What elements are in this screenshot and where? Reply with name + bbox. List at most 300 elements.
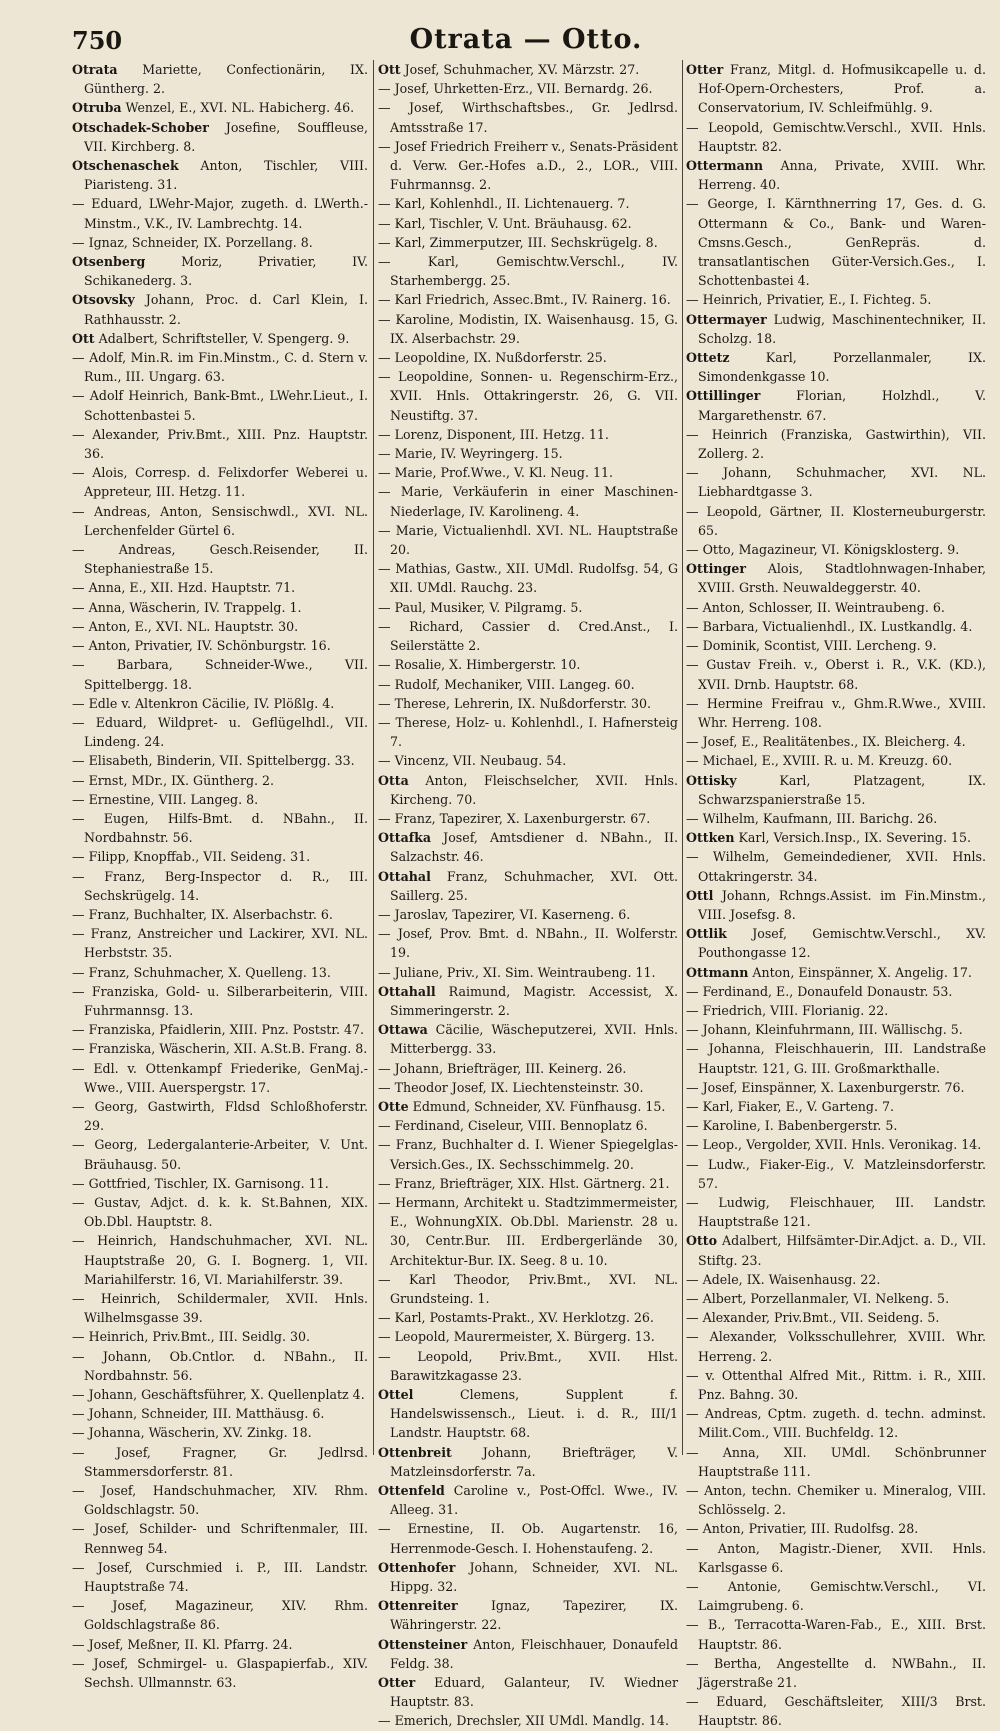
entry-columns <box>72 60 987 1729</box>
entry-surname: Ottermann <box>686 158 764 174</box>
entry-text: — Franz, Berg-Inspector d. R., III. Sechskrügelg. 14. <box>72 868 368 903</box>
directory-entry <box>686 1577 986 1615</box>
entry-text: Adalbert, Hilfsämter-Dir.Adjct. a. D., VII. Stiftg. 23. <box>698 1233 986 1268</box>
entry-text: — Ludw., Fiaker-Eig., V. Matzleinsdorferstr. 57. <box>686 1156 986 1191</box>
entry-text: — B., Terracotta-Waren-Fab., E., XIII. Brst. Hauptstr. 86. <box>686 1617 986 1652</box>
entry-text: Johann, Proc. d. Carl Klein, I. Rathhausstr. 2. <box>84 292 368 327</box>
entry-text: — Karl, Tischler, V. Unt. Bräuhausg. 62. <box>378 215 632 231</box>
entry-text: Clemens, Supplent f. Handelswissensch., Lieut. i. d. R., III/1 Landstr. Hauptstr. 68. <box>390 1387 678 1441</box>
entry-text: — Anton, Schlosser, II. Weintraubeng. 6. <box>686 599 945 615</box>
directory-entry <box>686 1116 986 1135</box>
entry-text: — George, I. Kärnthnerring 17, Ges. d. G. Ottermann & Co., Bank- und Waren-Cmsns.Gesch., GenRepräs. d. transatlantischen Güter-Versich.Ges., I. Schottenbastei 4. <box>686 196 986 289</box>
directory-entry <box>72 98 368 117</box>
directory-entry <box>72 1558 368 1596</box>
entry-text: — Anton, Privatier, IV. Schönburgstr. 16. <box>72 638 331 654</box>
entry-text: — Albert, Porzellanmaler, VI. Nelkeng. 5. <box>686 1291 950 1306</box>
directory-entry <box>686 463 986 501</box>
entry-surname: Otsenberg <box>72 254 146 270</box>
directory-entry <box>378 1059 678 1078</box>
directory-entry <box>72 1059 368 1097</box>
entry-text: Josefine, Souffleuse, VII. Kirchberg. 8. <box>84 119 368 154</box>
entry-text: — Karl Friedrich, Assec.Bmt., IV. Rainerg. 16. <box>378 292 671 308</box>
running-title: Otrata — Otto. <box>409 24 643 55</box>
directory-entry <box>72 425 368 463</box>
directory-entry <box>378 60 678 79</box>
entry-text: — Ferdinand, E., Donaufeld Donaustr. 53. <box>686 983 953 999</box>
directory-entry <box>686 1270 986 1289</box>
directory-entry <box>686 809 986 828</box>
entry-surname: Ott <box>378 62 401 77</box>
entry-text: — Leop., Vergolder, XVII. Hnls. Veronikag. 14. <box>686 1137 982 1153</box>
entry-text: — Josef, Uhrketten-Erz., VII. Bernardg. 26. <box>378 81 653 97</box>
directory-entry <box>72 1481 368 1519</box>
directory-entry <box>686 425 986 463</box>
directory-entry <box>686 847 986 885</box>
entry-text: — Franz, Schuhmacher, X. Quelleng. 13. <box>72 964 331 980</box>
directory-entry <box>686 559 986 597</box>
entry-text: — Alexander, Priv.Bmt., VII. Seideng. 5. <box>686 1310 940 1326</box>
directory-entry <box>72 790 368 809</box>
entry-text: Johann, Briefträger, V. Matzleinsdorferstr. 7a. <box>390 1444 678 1479</box>
entry-text: — Josef, Curschmied i. P., III. Landstr. Hauptstraße 74. <box>72 1559 368 1595</box>
directory-entry <box>72 1635 368 1654</box>
directory-entry <box>72 751 368 770</box>
directory-entry <box>686 1039 986 1077</box>
entry-text: — Johann, Briefträger, III. Keinerg. 26. <box>378 1060 627 1076</box>
entry-text: Alois, Stadtlohnwagen-Inhaber, XVIII. Grsth. Neuwaldeggerstr. 40. <box>698 561 986 596</box>
entry-text: — Johann, Kleinfuhrmann, III. Wällischg. 5. <box>686 1022 963 1038</box>
entry-text: Caroline v., Post-Offcl. Wwe., IV. Alleeg. 31. <box>390 1483 678 1518</box>
entry-text: — Franziska, Pfaidlerin, XIII. Pnz. Poststr. 47. <box>72 1022 365 1038</box>
directory-entry <box>686 348 986 386</box>
directory-entry <box>378 655 678 674</box>
directory-entry <box>72 233 368 252</box>
entry-text: — Eduard, LWehr-Major, zugeth. d. LWerth.-Minstm., V.K., IV. Lambrechtg. 14. <box>72 196 368 231</box>
entry-text: — Wilhelm, Kaufmann, III. Barichg. 26. <box>686 810 938 826</box>
entry-text: Edmund, Schneider, XV. Fünfhausg. 15. <box>408 1098 666 1114</box>
directory-entry <box>378 214 678 233</box>
entry-text: — Josef, Meßner, II. Kl. Pfarrg. 24. <box>72 1636 293 1652</box>
directory-entry <box>686 1289 986 1308</box>
directory-entry <box>72 598 368 617</box>
entry-surname: Otsovsky <box>72 292 135 308</box>
directory-entry <box>378 963 678 982</box>
directory-entry <box>378 1635 678 1673</box>
entry-text: — Karoline, Modistin, IX. Waisenhausg. 15, G. IX. Alserbachstr. 29. <box>378 311 678 346</box>
directory-entry <box>72 1020 368 1039</box>
entry-text: — Josef, Wirthschaftsbes., Gr. Jedlrsd. Amtsstraße 17. <box>378 100 678 135</box>
directory-entry <box>686 60 986 118</box>
entry-text: — Franz, Tapezirer, X. Laxenburgerstr. 67. <box>378 810 651 826</box>
directory-entry <box>72 963 368 982</box>
entry-text: — Ludwig, Fleischhauer, III. Landstr. Hauptstraße 121. <box>686 1194 986 1230</box>
entry-text: — Leopoldine, IX. Nußdorferstr. 25. <box>378 350 607 366</box>
directory-entry <box>686 386 986 424</box>
directory-entry <box>72 867 368 905</box>
directory-entry <box>72 60 368 98</box>
entry-text: — Ernestine, VIII. Langeg. 8. <box>72 791 259 807</box>
entry-text: — Gustav, Adjct. d. k. k. St.Bahnen, XIX. Ob.Dbl. Hauptstr. 8. <box>72 1194 368 1230</box>
directory-entry <box>72 1193 368 1231</box>
directory-entry <box>686 1327 986 1365</box>
directory-entry <box>72 1231 368 1289</box>
entry-surname: Ottawa <box>378 1022 428 1038</box>
entry-text: — Eugen, Hilfs-Bmt. d. NBahn., II. Nordbahnstr. 56. <box>72 810 368 846</box>
directory-entry <box>686 1193 986 1231</box>
entry-text: — Anton, techn. Chemiker u. Mineralog, VIII. Schlösselg. 2. <box>686 1483 986 1518</box>
entry-text: — Georg, Ledergalanterie-Arbeiter, V. Unt. Bräuhausg. 50. <box>72 1137 368 1172</box>
directory-entry <box>72 771 368 790</box>
directory-entry <box>72 617 368 636</box>
directory-entry <box>686 828 986 847</box>
entry-text: — Barbara, Victualienhdl., IX. Lustkandlg. 4. <box>686 618 973 634</box>
directory-entry <box>686 982 986 1001</box>
directory-entry <box>378 867 678 905</box>
entry-text: — v. Ottenthal Alfred Mit., Rittm. i. R., XIII. Pnz. Bahng. 30. <box>686 1367 986 1403</box>
entry-text: — Josef, Schmirgel- u. Glaspapierfab., XIV. Sechsh. Ullmannstr. 63. <box>72 1655 368 1691</box>
directory-entry <box>378 1711 678 1730</box>
entry-surname: Ottafka <box>378 830 432 846</box>
entry-text: Adalbert, Schriftsteller, V. Spengerg. 9. <box>94 330 350 346</box>
entry-text: — Heinrich, Handschuhmacher, XVI. NL. Hauptstraße 20, G. I. Bognerg. 1, VII. Mariahilferstr. 16, VI. Mariahilferstr. 39. <box>72 1233 368 1287</box>
directory-entry <box>378 559 678 597</box>
directory-entry <box>686 1078 986 1097</box>
entry-text: — Alexander, Volksschullehrer, XVIII. Whr. Herreng. 2. <box>686 1329 986 1364</box>
entry-surname: Otrata <box>72 62 118 77</box>
entry-surname: Otto <box>686 1233 718 1249</box>
directory-entry <box>686 1231 986 1269</box>
directory-entry <box>378 617 678 655</box>
entry-text: — Marie, Prof.Wwe., V. Kl. Neug. 11. <box>378 465 614 481</box>
directory-entry <box>72 194 368 232</box>
entry-text: — Edl. v. Ottenkampf Friederike, GenMaj.-Wwe., VIII. Auerspergstr. 17. <box>72 1060 368 1095</box>
entry-text: — Josef Friedrich Freiherr v., Senats-Präsident d. Verw. Ger.-Hofes a.D., 2., LOR., VIII. Fuhrmannsg. 2. <box>378 138 678 193</box>
directory-entry <box>686 1020 986 1039</box>
entry-text: — Elisabeth, Binderin, VII. Spittelbergg. 33. <box>72 753 355 769</box>
directory-entry <box>686 1155 986 1193</box>
entry-text: — Johann, Schneider, III. Matthäusg. 6. <box>72 1406 325 1422</box>
entry-text: — Dominik, Scontist, VIII. Lercheng. 9. <box>686 638 937 654</box>
directory-entry <box>378 1327 678 1346</box>
directory-entry <box>686 1519 986 1538</box>
entry-text: — Franz, Buchhalter d. I. Wiener Spiegelglas-Versich.Ges., IX. Sechsschimmelg. 20. <box>378 1137 678 1172</box>
entry-text: — Josef, Prov. Bmt. d. NBahn., II. Wolferstr. 19. <box>378 926 678 961</box>
directory-entry <box>686 1539 986 1577</box>
entry-text: — Josef, Fragner, Gr. Jedlrsd. Stammersdorferstr. 81. <box>72 1444 368 1479</box>
entry-text: — Karl, Kohlenhdl., II. Lichtenauerg. 7. <box>378 196 630 212</box>
entry-text: — Adolf, Min.R. im Fin.Minstm., C. d. Stern v. Rum., III. Ungarg. 63. <box>72 350 368 385</box>
directory-entry <box>72 1443 368 1481</box>
directory-entry <box>72 655 368 693</box>
directory-entry <box>378 982 678 1020</box>
directory-entry <box>686 310 986 348</box>
entry-text: — Franz, Buchhalter, IX. Alserbachstr. 6. <box>72 906 333 922</box>
directory-entry <box>686 1692 986 1730</box>
directory-entry <box>686 598 986 617</box>
directory-entry <box>686 1615 986 1653</box>
directory-entry <box>378 1558 678 1596</box>
entry-text: — Marie, Verkäuferin in einer Maschinen-Niederlage, IV. Karolineng. 4. <box>378 484 678 519</box>
entry-text: Karl, Versich.Insp., IX. Severing. 15. <box>734 830 972 846</box>
entry-surname: Ottenhofer <box>378 1559 456 1575</box>
entry-text: — Andreas, Anton, Sensischwdl., XVI. NL. Lerchenfelder Gürtel 6. <box>72 503 368 538</box>
directory-entry <box>686 694 986 732</box>
directory-entry <box>378 98 678 136</box>
directory-entry <box>378 79 678 98</box>
directory-entry <box>72 156 368 194</box>
entry-text: — Franziska, Wäscherin, XII. A.St.B. Frang. 8. <box>72 1041 368 1057</box>
entry-text: — Anna, E., XII. Hzd. Hauptstr. 71. <box>72 580 296 596</box>
entry-text: — Rosalie, X. Himbergerstr. 10. <box>378 657 581 673</box>
directory-entry <box>72 982 368 1020</box>
directory-entry <box>378 713 678 751</box>
entry-text: — Marie, Victualienhdl. XVI. NL. Hauptstraße 20. <box>378 522 678 558</box>
entry-text: — Andreas, Gesch.Reisender, II. Stephaniestraße 15. <box>72 542 368 577</box>
entry-text: Franz, Mitgl. d. Hofmusikcapelle u. d. Hof-Opern-Orchesters, Prof. a. Conservatorium, IV. Schleifmühlg. 9. <box>698 62 986 116</box>
entry-surname: Otter <box>378 1675 416 1691</box>
directory-entry <box>72 905 368 924</box>
directory-entry <box>686 1308 986 1327</box>
directory-entry <box>686 1001 986 1020</box>
column-divider <box>373 60 374 1455</box>
directory-entry <box>378 348 678 367</box>
directory-entry <box>72 1327 368 1346</box>
directory-entry <box>378 675 678 694</box>
directory-entry <box>686 1404 986 1442</box>
entry-text: — Alois, Corresp. d. Felixdorfer Weberei u. Appreteur, III. Hetzg. 11. <box>72 465 368 500</box>
directory-entry <box>378 1596 678 1634</box>
directory-entry <box>378 1519 678 1557</box>
entry-text: — Therese, Holz- u. Kohlenhdl., I. Hafnersteig 7. <box>378 714 678 750</box>
directory-entry <box>378 290 678 309</box>
entry-text: — Antonie, Gemischtw.Verschl., VI. Laimgrubeng. 6. <box>686 1579 986 1614</box>
entry-text: — Otto, Magazineur, VI. Königsklosterg. 9. <box>686 542 960 558</box>
entry-text: — Alexander, Priv.Bmt., XIII. Pnz. Hauptstr. 36. <box>72 426 368 462</box>
entry-text: — Friedrich, VIII. Florianig. 22. <box>686 1002 889 1018</box>
entry-text: — Theodor Josef, IX. Liechtensteinstr. 30. <box>378 1079 644 1095</box>
entry-text: — Mathias, Gastw., XII. UMdl. Rudolfsg. 54, G XII. UMdl. Rauchg. 23. <box>378 561 678 596</box>
entry-text: — Franz, Anstreicher und Lackirer, XVI. NL. Herbststr. 35. <box>72 926 368 961</box>
entry-text: Karl, Porzellanmaler, IX. Simondenkgasse 10. <box>698 350 986 385</box>
entry-text: Johann, Schneider, XVI. NL. Hippg. 32. <box>390 1559 678 1595</box>
directory-entry <box>378 1481 678 1519</box>
directory-entry <box>378 233 678 252</box>
entry-text: — Franziska, Gold- u. Silberarbeiterin, VIII. Fuhrmannsg. 13. <box>72 983 368 1018</box>
directory-entry <box>686 194 986 290</box>
entry-surname: Ottenreiter <box>378 1598 458 1614</box>
directory-entry <box>378 1270 678 1308</box>
directory-entry <box>378 1443 678 1481</box>
entry-text: — Wilhelm, Gemeindediener, XVII. Hnls. Ottakringerstr. 34. <box>686 849 986 884</box>
entry-text: — Filipp, Knopffab., VII. Seideng. 31. <box>72 849 311 865</box>
directory-entry <box>72 1097 368 1135</box>
page-number: 750 <box>72 26 123 55</box>
entry-text: — Emerich, Drechsler, XII UMdl. Mandlg. 14. <box>378 1713 669 1729</box>
entry-surname: Otter <box>686 62 724 77</box>
entry-surname: Ottetz <box>686 350 730 366</box>
directory-entry <box>378 1116 678 1135</box>
directory-entry <box>378 521 678 559</box>
entry-text: — Adolf Heinrich, Bank-Bmt., LWehr.Lieut., I. Schottenbastei 5. <box>72 388 368 423</box>
entry-text: — Michael, E., XVIII. R. u. M. Kreuzg. 60. <box>686 753 953 769</box>
entry-surname: Ottahall <box>378 983 436 999</box>
directory-entry <box>378 828 678 866</box>
directory-entry <box>72 924 368 962</box>
entry-surname: Ottisky <box>686 772 737 788</box>
entry-surname: Otschenaschek <box>72 158 179 174</box>
entry-text: — Juliane, Priv., XI. Sim. Weintraubeng. 11. <box>378 964 656 980</box>
directory-entry <box>686 636 986 655</box>
entry-surname: Ottinger <box>686 561 746 577</box>
entry-text: — Leopold, Gärtner, II. Klosterneuburgerstr. 65. <box>686 503 986 538</box>
directory-entry <box>378 905 678 924</box>
entry-text: Franz, Schuhmacher, XVI. Ott. Saillerg. 25. <box>390 868 678 903</box>
entry-text: — Georg, Gastwirth, Fldsd Schloßhoferstr. 29. <box>72 1098 368 1134</box>
entry-text: — Jaroslav, Tapezirer, VI. Kaserneng. 6. <box>378 906 631 922</box>
entry-text: Cäcilie, Wäscheputzerei, XVII. Hnls. Mitterbergg. 33. <box>390 1022 678 1057</box>
entry-surname: Ott <box>72 330 95 346</box>
directory-entry <box>686 924 986 962</box>
entry-text: Anton, Einspänner, X. Angelig. 17. <box>748 964 972 980</box>
column-divider <box>682 60 683 1455</box>
directory-entry <box>378 1193 678 1270</box>
entry-text: — Leopold, Maurermeister, X. Bürgerg. 13. <box>378 1329 655 1345</box>
directory-entry <box>378 1347 678 1385</box>
directory-entry <box>72 1347 368 1385</box>
entry-text: — Lorenz, Disponent, III. Hetzg. 11. <box>378 426 609 442</box>
entry-text: — Eduard, Wildpret- u. Geflügelhdl., VII. Lindeng. 24. <box>72 714 368 750</box>
entry-text: — Karl, Postamts-Prakt., XV. Herklotzg. 26. <box>378 1310 654 1326</box>
directory-entry <box>686 1443 986 1481</box>
entry-text: — Ernestine, II. Ob. Augartenstr. 16, Herrenmode-Gesch. I. Hohenstaufeng. 2. <box>378 1521 678 1556</box>
entry-text: — Vincenz, VII. Neubaug. 54. <box>378 753 567 769</box>
directory-entry <box>72 348 368 386</box>
entry-text: — Hermann, Architekt u. Stadtzimmermeister, E., WohnungXIX. Ob.Dbl. Marienstr. 28 u. 30, Centr.Bur. III. Erdbergerlände 30, Architektur-Bur. IX. Seeg. 8 u. 10. <box>378 1194 678 1268</box>
directory-entry <box>72 809 368 847</box>
directory-entry <box>378 1097 678 1116</box>
directory-entry <box>686 751 986 770</box>
directory-entry <box>378 310 678 348</box>
directory-entry <box>72 1039 368 1058</box>
directory-entry <box>378 809 678 828</box>
entry-surname: Ottel <box>378 1387 414 1403</box>
directory-entry <box>686 1654 986 1692</box>
entry-text: — Leopold, Gemischtw.Verschl., XVII. Hnls. Hauptstr. 82. <box>686 119 986 154</box>
directory-entry <box>72 1404 368 1423</box>
entry-text: — Josef, E., Realitätenbes., IX. Bleicherg. 4. <box>686 734 966 750</box>
entry-text: — Ernst, MDr., IX. Güntherg. 2. <box>72 772 275 788</box>
entry-text: — Anna, Wäscherin, IV. Trappelg. 1. <box>72 599 302 615</box>
entry-surname: Ottermayer <box>686 311 767 327</box>
directory-entry <box>72 540 368 578</box>
directory-entry <box>72 290 368 328</box>
entry-text: — Karoline, I. Babenbergerstr. 5. <box>686 1118 898 1134</box>
directory-entry <box>686 1481 986 1519</box>
entry-text: — Ignaz, Schneider, IX. Porzellang. 8. <box>72 234 313 250</box>
entry-text: — Heinrich (Franziska, Gastwirthin), VII. Zollerg. 2. <box>686 426 986 462</box>
entry-text: — Johann, Ob.Cntlor. d. NBahn., II. Nordbahnstr. 56. <box>72 1348 368 1383</box>
directory-entry <box>72 1289 368 1327</box>
entry-text: — Karl Theodor, Priv.Bmt., XVI. NL. Grundsteing. 1. <box>378 1271 678 1306</box>
entry-text: — Leopold, Priv.Bmt., XVII. Hlst. Barawitzkagasse 23. <box>378 1348 678 1383</box>
entry-text: Wenzel, E., XVI. NL. Habicherg. 46. <box>121 100 355 116</box>
entry-text: Anton, Fleischselcher, XVII. Hnls. Kircheng. 70. <box>390 772 678 807</box>
entry-text: — Heinrich, Schildermaler, XVII. Hnls. Wilhelmsgasse 39. <box>72 1291 368 1326</box>
directory-entry <box>378 463 678 482</box>
entry-text: Anton, Tischler, VIII. Piaristeng. 31. <box>84 158 368 193</box>
directory-entry <box>72 578 368 597</box>
entry-text: — Heinrich, Priv.Bmt., III. Seidlg. 30. <box>72 1329 311 1345</box>
directory-entry <box>686 771 986 809</box>
directory-entry <box>72 1423 368 1442</box>
directory-entry <box>72 847 368 866</box>
entry-text: — Gustav Freih. v., Oberst i. R., V.K. (KD.), XVII. Drnb. Hauptstr. 68. <box>686 657 986 692</box>
directory-entry <box>686 156 986 194</box>
entry-surname: Ottenbreit <box>378 1444 452 1460</box>
entry-text: Anton, Fleischhauer, Donaufeld Feldg. 38. <box>390 1636 678 1671</box>
column-left <box>72 60 368 1691</box>
directory-entry <box>378 1078 678 1097</box>
entry-surname: Ottillinger <box>686 388 761 404</box>
directory-entry <box>686 290 986 309</box>
column-right <box>686 60 986 1729</box>
directory-entry <box>378 771 678 809</box>
directory-entry <box>378 1020 678 1058</box>
entry-surname: Ottl <box>686 887 714 903</box>
entry-text: — Josef, Handschuhmacher, XIV. Rhm. Goldschlagstr. 50. <box>72 1483 368 1518</box>
directory-entry <box>378 1135 678 1173</box>
directory-entry <box>72 252 368 290</box>
entry-text: Ignaz, Tapezirer, IX. Währingerstr. 22. <box>390 1598 678 1633</box>
entry-text: — Hermine Freifrau v., Ghm.R.Wwe., XVIII. Whr. Herreng. 108. <box>686 695 986 730</box>
entry-text: — Marie, IV. Weyringerg. 15. <box>378 446 563 462</box>
entry-text: — Paul, Musiker, V. Pilgramg. 5. <box>378 599 583 615</box>
directory-entry <box>378 1174 678 1193</box>
directory-entry <box>72 1596 368 1634</box>
entry-text: Johann, Rchngs.Assist. im Fin.Minstm., VIII. Josefsg. 8. <box>698 887 986 922</box>
entry-text: — Johann, Schuhmacher, XVI. NL. Liebhardtgasse 3. <box>686 465 986 500</box>
directory-entry <box>686 886 986 924</box>
directory-entry <box>72 118 368 156</box>
entry-text: — Franz, Briefträger, XIX. Hlst. Gärtnerg. 21. <box>378 1175 670 1191</box>
entry-text: Josef, Amtsdiener d. NBahn., II. Salzachstr. 46. <box>390 830 678 865</box>
entry-text: — Ferdinand, Ciseleur, VIII. Bennoplatz 6. <box>378 1118 648 1134</box>
entry-surname: Ottken <box>686 830 735 846</box>
entry-text: — Eduard, Geschäftsleiter, XIII/3 Brst. Hauptstr. 86. <box>686 1694 986 1729</box>
directory-entry <box>378 367 678 425</box>
directory-entry <box>72 463 368 501</box>
directory-entry <box>378 194 678 213</box>
entry-surname: Otte <box>378 1098 409 1114</box>
entry-text: Raimund, Magistr. Accessist, X. Simmeringerstr. 2. <box>390 983 678 1018</box>
entry-text: Ludwig, Maschinentechniker, II. Scholzg. 18. <box>698 311 986 346</box>
entry-text: — Heinrich, Privatier, E., I. Fichteg. 5. <box>686 292 932 308</box>
directory-entry <box>378 425 678 444</box>
directory-entry <box>378 694 678 713</box>
entry-surname: Ottensteiner <box>378 1636 468 1652</box>
directory-entry <box>72 1654 368 1692</box>
directory-entry <box>378 444 678 463</box>
directory-entry <box>378 482 678 520</box>
directory-entry <box>72 636 368 655</box>
entry-text: — Anton, Magistr.-Diener, XVII. Hnls. Karlsgasse 6. <box>686 1540 986 1575</box>
entry-text: — Anton, Privatier, III. Rudolfsg. 28. <box>686 1521 919 1537</box>
directory-entry <box>686 963 986 982</box>
directory-entry <box>72 502 368 540</box>
entry-surname: Otschadek-Schober <box>72 119 209 135</box>
page-header <box>70 18 982 58</box>
directory-entry <box>72 386 368 424</box>
